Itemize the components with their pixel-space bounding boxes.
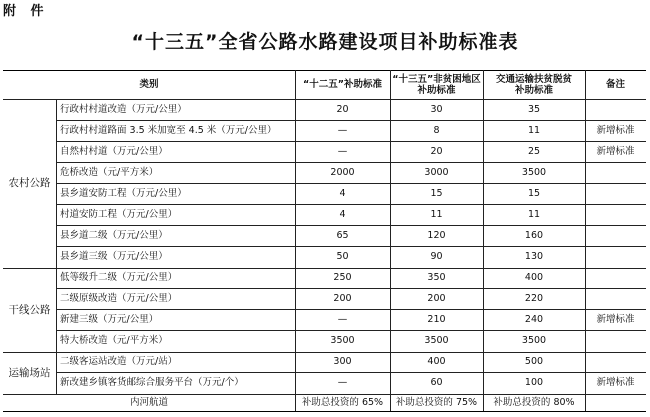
- item-cell: 新改建乡镇客货邮综合服务平台（万元/个）: [60, 377, 244, 388]
- item-cell: 特大桥改造（元/平方米）: [60, 335, 168, 346]
- item-cell: 二级客运站改造（万元/站）: [60, 356, 178, 367]
- standard-poverty-cell: 25: [527, 146, 541, 157]
- standard-13th-cell: 350: [427, 272, 446, 283]
- standard-poverty-cell: 500: [524, 356, 544, 367]
- standard-13th-cell: 400: [427, 356, 446, 367]
- header-13th-plan: [390, 70, 483, 99]
- group-rural-roads: 农村公路: [8, 177, 51, 189]
- standard-13th-cell: 200: [427, 293, 446, 304]
- standard-13th-cell: 8: [433, 125, 440, 136]
- standard-poverty-cell: 100: [524, 377, 544, 388]
- inland-waterway-label: 内河航道: [129, 397, 168, 408]
- standard-12th-cell: 250: [333, 272, 352, 283]
- standard-13th-cell: 15: [430, 188, 443, 199]
- standard-13th-cell: 3500: [424, 335, 449, 346]
- header-poverty-relief: [483, 70, 585, 99]
- note-cell: [585, 183, 646, 204]
- group-trunk-roads: 干线公路: [8, 303, 51, 316]
- standard-13th-cell: 120: [427, 230, 446, 241]
- item-cell: 行政村村道路面 3.5 米加宽至 4.5 米（万元/公里）: [60, 125, 277, 136]
- table-bottom-border: [3, 411, 646, 412]
- note-cell: [585, 99, 646, 120]
- standard-13th-cell: 30: [430, 104, 443, 115]
- standard-poverty-cell: 3500: [521, 335, 547, 346]
- standard-12th-cell: 4: [339, 188, 346, 199]
- item-cell: 县乡道安防工程（万元/公里）: [60, 188, 187, 199]
- header-poverty-line1: 交通运输扶贫脱贫: [495, 73, 572, 85]
- standard-poverty-cell: 220: [524, 293, 544, 304]
- inland-waterway-note: [585, 394, 646, 411]
- standard-12th-cell: 2000: [330, 167, 355, 178]
- standard-12th-cell: 3500: [330, 335, 355, 346]
- item-cell: 自然村村道（万元/公里）: [60, 146, 168, 157]
- item-cell: 危桥改造（元/平方米）: [60, 167, 159, 178]
- subsidy-standards-table: [3, 70, 646, 411]
- standard-12th-cell: 300: [333, 356, 352, 367]
- inland-waterway-12th: 补助总投资的 65%: [301, 397, 384, 408]
- item-cell: 低等级升二级（万元/公里）: [60, 272, 178, 283]
- standard-poverty-cell: 11: [527, 209, 541, 220]
- standard-12th-cell: 20: [336, 104, 349, 115]
- item-cell: 县乡道三级（万元/公里）: [60, 251, 168, 262]
- header-12th-text: “十二五”补助标准: [303, 79, 382, 90]
- header-13th-line1: “十三五”非贫困地区: [392, 73, 481, 85]
- header-12th-plan: [295, 70, 390, 99]
- standard-12th-cell: —: [337, 146, 348, 157]
- note-cell: 新增标准: [596, 314, 635, 325]
- standard-poverty-cell: 11: [527, 125, 541, 136]
- inland-waterway-poverty: 补助总投资的 80%: [493, 397, 575, 408]
- note-cell: [585, 267, 646, 288]
- standard-poverty-cell: 130: [524, 251, 544, 262]
- standard-12th-cell: 200: [333, 293, 352, 304]
- note-cell: [585, 162, 646, 183]
- standard-12th-cell: —: [337, 125, 348, 136]
- note-cell: [585, 330, 646, 351]
- document-title: “十三五”全省公路水路建设项目补助标准表: [131, 31, 519, 53]
- header-note: [585, 70, 646, 99]
- standard-13th-cell: 60: [430, 377, 443, 388]
- standard-12th-cell: 4: [339, 209, 346, 220]
- note-cell: 新增标准: [596, 377, 635, 388]
- standard-13th-cell: 20: [430, 146, 443, 157]
- item-cell: 二级原级改造（万元/公里）: [60, 293, 178, 304]
- note-cell: 新增标准: [596, 125, 635, 136]
- standard-12th-cell: 50: [336, 251, 349, 262]
- note-cell: 新增标准: [596, 146, 635, 157]
- standard-13th-cell: 11: [430, 209, 443, 220]
- standard-12th-cell: —: [337, 377, 348, 388]
- item-cell: 村道安防工程（万元/公里）: [60, 209, 178, 220]
- standard-poverty-cell: 400: [524, 272, 544, 283]
- standard-poverty-cell: 35: [527, 104, 541, 115]
- item-cell: 县乡道二级（万元/公里）: [60, 230, 168, 241]
- header-note-text: 备注: [605, 79, 625, 90]
- note-cell: [585, 204, 646, 225]
- standard-13th-cell: 3000: [424, 167, 449, 178]
- header-poverty-line2: 补助标准: [514, 84, 553, 96]
- standard-12th-cell: —: [337, 314, 348, 325]
- inland-waterway-13th: 补助总投资的 75%: [395, 397, 478, 408]
- header-category-text: 类别: [139, 79, 159, 90]
- note-cell: [585, 288, 646, 309]
- standard-poverty-cell: 3500: [521, 167, 547, 178]
- note-cell: [585, 351, 646, 372]
- header-13th-line2: 补助标准: [417, 84, 456, 96]
- note-cell: [585, 225, 646, 246]
- note-cell: [585, 246, 646, 267]
- item-cell: 行政村村道改造（万元/公里）: [60, 104, 187, 115]
- group-transport-stations: 运输场站: [8, 366, 51, 379]
- standard-poverty-cell: 15: [527, 188, 541, 199]
- standard-13th-cell: 210: [427, 314, 446, 325]
- table-top-border: [3, 70, 646, 71]
- group-divider-waterway: [3, 394, 646, 395]
- attachment-label: 附 件: [3, 4, 49, 19]
- standard-13th-cell: 90: [430, 251, 443, 262]
- standard-12th-cell: 65: [336, 230, 349, 241]
- standard-poverty-cell: 160: [524, 230, 544, 241]
- header-category: [3, 70, 295, 99]
- item-cell: 新建三级（万元/公里）: [60, 314, 159, 325]
- standard-poverty-cell: 240: [524, 314, 544, 325]
